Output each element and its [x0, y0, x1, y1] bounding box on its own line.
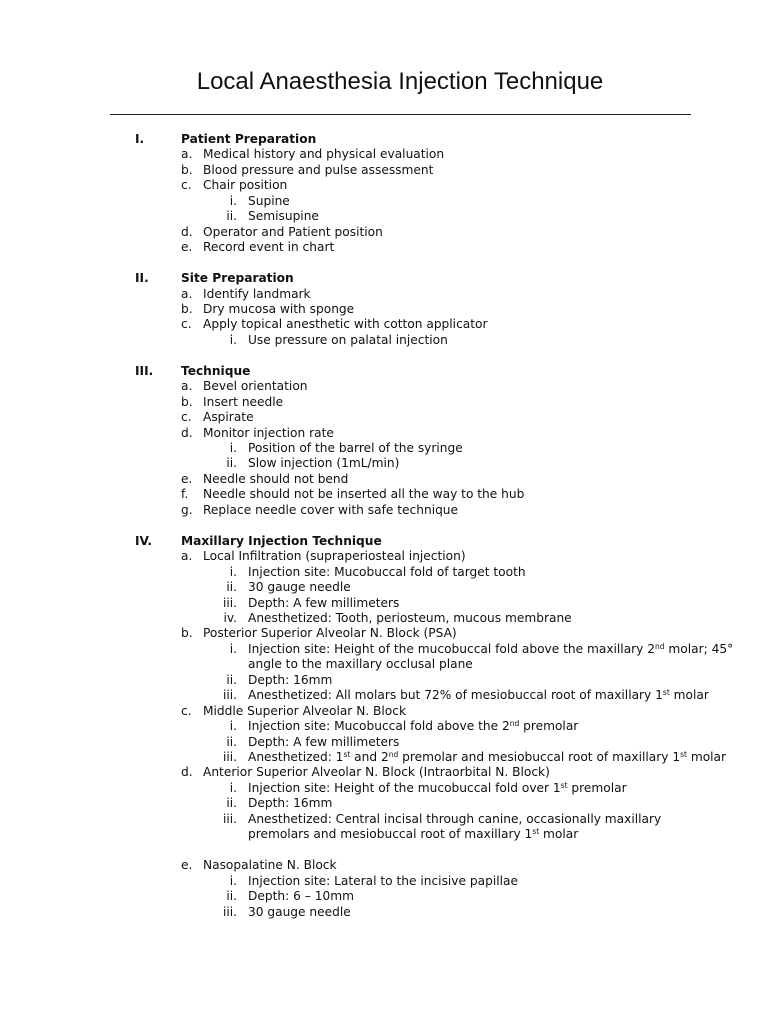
list-item: Replace needle cover with safe technique [203, 502, 459, 517]
list-item: Blood pressure and pulse assessment [203, 162, 434, 177]
section-numeral: IV. [135, 533, 153, 548]
document-title: Local Anaesthesia Injection Technique [196, 68, 604, 95]
sublist-marker: ii. [226, 580, 237, 595]
list-item: Needle should not bend [203, 471, 349, 486]
list-item: Record event in chart [203, 240, 335, 255]
list-marker: c. [181, 178, 192, 193]
sublist-item: Injection site: Height of the mucobuccal fold over 1st premolar [248, 780, 627, 795]
sublist-marker: ii. [226, 672, 237, 687]
list-item: Needle should not be inserted all the way to the hub [203, 487, 525, 502]
sublist-marker: ii. [226, 734, 237, 749]
list-marker: c. [181, 703, 192, 718]
list-item: Chair position [203, 178, 288, 193]
sublist-marker: iii. [222, 750, 237, 764]
list-marker: a. [181, 379, 193, 394]
sublist-item: Anesthetized: Tooth, periosteum, mucous membrane [248, 610, 572, 625]
sublist-marker: i. [229, 564, 237, 579]
sublist-marker: ii. [226, 209, 237, 224]
list-marker: f. [181, 487, 189, 502]
list-marker: e. [181, 471, 193, 486]
section-numeral: III. [135, 363, 154, 378]
list-item: Monitor injection rate [203, 425, 334, 440]
sublist-marker: i. [229, 873, 237, 888]
list-marker: e. [181, 240, 193, 255]
list-item: Local Infiltration (supraperiosteal injection) [203, 549, 466, 564]
list-marker: d. [181, 224, 193, 239]
list-marker: d. [181, 765, 193, 780]
sublist-item: Injection site: Lateral to the incisive papillae [248, 873, 518, 888]
sublist-item: Slow injection (1mL/min) [248, 456, 400, 471]
section-heading: Patient Preparation [181, 132, 317, 146]
list-marker: b. [181, 301, 193, 316]
sublist-item: 30 gauge needle [248, 580, 351, 595]
list-marker: a. [181, 147, 193, 162]
list-marker: a. [181, 549, 193, 564]
sublist-marker: i. [229, 719, 237, 734]
list-item: Identify landmark [203, 286, 311, 301]
list-marker: e. [181, 858, 193, 873]
title-divider [110, 114, 691, 115]
list-marker: c. [181, 410, 192, 425]
section-numeral: II. [135, 271, 149, 286]
sublist-item: Injection site: Mucobuccal fold of target tooth [248, 564, 526, 579]
list-item: Apply topical anesthetic with cotton applicator [203, 317, 488, 332]
list-marker: a. [181, 286, 193, 301]
list-item: Insert needle [203, 394, 284, 409]
sublist-marker: i. [229, 193, 237, 208]
list-item: Anterior Superior Alveolar N. Block (Intraorbital N. Block) [203, 765, 550, 780]
sublist-item-continuation: premolars and mesiobuccal root of maxillary 1st molar [248, 827, 579, 842]
sublist-marker: iii. [222, 811, 237, 826]
sublist-item: Anesthetized: 1st and 2nd premolar and mesiobuccal root of maxillary 1st molar [248, 750, 727, 764]
section-heading: Site Preparation [181, 271, 294, 286]
list-item: Nasopalatine N. Block [203, 858, 337, 873]
sublist-marker: ii. [226, 796, 237, 811]
sublist-item: Anesthetized: All molars but 72% of mesiobuccal root of maxillary 1st molar [248, 688, 709, 703]
sublist-marker: i. [229, 441, 237, 455]
sublist-marker: i. [229, 641, 237, 656]
sublist-item: Depth: 16mm [248, 796, 333, 811]
list-marker: b. [181, 162, 193, 177]
sublist-item: Depth: A few millimeters [248, 734, 400, 749]
sublist-marker: i. [229, 332, 237, 347]
list-item: Bevel orientation [203, 379, 308, 394]
sublist-marker: i. [229, 780, 237, 795]
list-marker: d. [181, 425, 193, 440]
sublist-item: Use pressure on palatal injection [248, 332, 448, 347]
list-item: Middle Superior Alveolar N. Block [203, 703, 407, 718]
sublist-item: Anesthetized: Central incisal through canine, occasionally maxillary [248, 811, 662, 826]
section-heading: Technique [181, 363, 251, 378]
sublist-marker: ii. [226, 889, 237, 904]
section-heading: Maxillary Injection Technique [181, 533, 382, 548]
section-numeral: I. [135, 132, 145, 146]
sublist-item-continuation: angle to the maxillary occlusal plane [248, 657, 473, 672]
list-item: Operator and Patient position [203, 224, 383, 239]
list-marker: b. [181, 394, 193, 409]
list-marker: b. [181, 626, 193, 641]
sublist-marker: iii. [222, 688, 237, 703]
sublist-item: Depth: 16mm [248, 672, 333, 687]
sublist-item: Depth: 6 – 10mm [248, 889, 354, 904]
list-item: Posterior Superior Alveolar N. Block (PSA) [203, 626, 457, 641]
sublist-item: Injection site: Mucobuccal fold above the 2nd premolar [248, 719, 579, 734]
sublist-item: Supine [248, 193, 290, 208]
sublist-marker: ii. [226, 456, 237, 471]
list-item: Dry mucosa with sponge [203, 301, 355, 316]
sublist-item: Depth: A few millimeters [248, 595, 400, 610]
list-item: Medical history and physical evaluation [203, 147, 445, 162]
sublist-item: 30 gauge needle [248, 904, 351, 919]
sublist-marker: iv. [223, 610, 237, 625]
list-marker: c. [181, 317, 192, 332]
sublist-item: Position of the barrel of the syringe [248, 441, 463, 455]
sublist-item: Injection site: Height of the mucobuccal fold above the maxillary 2nd molar; 45° [248, 641, 734, 656]
sublist-item: Semisupine [248, 209, 319, 224]
list-item: Aspirate [203, 410, 254, 425]
sublist-marker: iii. [222, 595, 237, 610]
list-marker: g. [181, 502, 193, 517]
sublist-marker: iii. [222, 904, 237, 919]
